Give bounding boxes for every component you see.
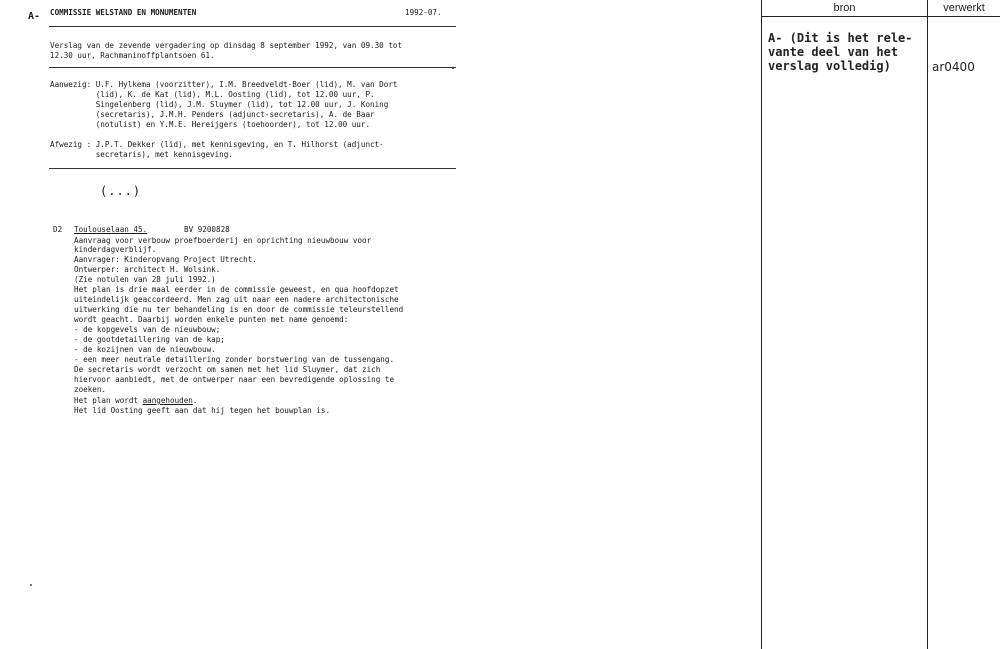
column-header-divider [761,16,1000,17]
item-body-line: Ontwerper: architect H. Wolsink. [74,265,221,274]
item-body-line: - een meer neutrale detaillering zonder borstwering van de tussengang. [74,355,395,364]
item-body-line: wordt geacht. Daarbij worden enkele punten met name genoemd: [74,315,349,324]
item-decision-line [74,396,197,406]
item-body-line: - de gootdetaillering van de kap; [74,335,225,344]
decision-prefix: Het plan wordt [74,396,143,405]
omission-ellipsis: (...) [100,184,142,198]
verwerkt-value: ar0400 [932,60,975,74]
decision-word: aangehouden [142,396,193,405]
present-line: (secretaris), J.M.H. Penders (adjunct-secretaris), A. de Baar [50,110,375,119]
item-body-line: Aanvrager: Kinderopvang Project Utrecht. [74,255,257,264]
absent-line: secretaris), met kennisgeving. [50,150,233,159]
column-border-left [761,0,762,649]
item-code: D2 [53,225,63,234]
item-reference: BV 9200828 [184,225,230,234]
intro-line: 12.30 uur, Rachmaninoffplantsoen 61. [50,51,215,60]
bron-note-line: vante deel van het [768,45,899,59]
item-body-line: uitwerking die nu ter behandeling is en door de commissie teleurstellend [74,305,404,314]
item-last-line: Het lid Oosting geeft aan dat hij tegen het bouwplan is. [74,406,331,415]
column-header-bron: bron [833,2,856,14]
item-body-line: Het plan is drie maal eerder in de commissie geweest, en qua hoofdopzet [74,285,399,294]
intro-divider [49,67,456,68]
header-date: 1992-07. [405,8,442,17]
bron-note-line: verslag volledig) [768,59,891,73]
present-line: (lid), K. de Kat (lid), M.L. Oosting (lid), tot 12.00 uur, P. [50,90,375,99]
decision-suffix: . [192,396,198,405]
present-line: Aanwezig: U.F. Hylkema (voorzitter), I.M. Breedveldt-Boer (lid), M. van Dort [50,80,398,89]
item-body-line: - de kozijnen van de nieuwbouw. [74,345,216,354]
bron-note-line: A- (Dit is het rele- [768,31,913,45]
header-title: COMMISSIE WELSTAND EN MONUMENTEN [50,8,197,17]
absent-divider [49,168,456,169]
item-body-line: (Zie notulen van 28 juli 1992.) [74,275,216,284]
absent-line: Afwezig : J.P.T. Dekker (lid), met kennisgeving, en T. Hilhorst (adjunct- [50,140,384,149]
item-address: Toulouselaan 45. [74,225,148,234]
header-divider [49,26,456,27]
item-body-line: hiervoor aanbiedt, met de ontwerper naar een bevredigende oplossing te [74,375,395,384]
item-body-line: De secretaris wordt verzocht om samen met het lid Sluymer, dat zich [74,365,381,374]
item-body-line: Aanvraag voor verbouw proefboerderij en oprichting nieuwbouw voor [74,236,372,245]
intro-line: Verslag van de zevende vergadering op dinsdag 8 september 1992, van 09.30 tot [50,41,403,50]
item-body-line: zoeken. [74,385,107,394]
present-line: (notulist) en Y.M.E. Hereijgers (toehoorder), tot 12.00 uur. [50,120,371,129]
item-body-line: kinderdagverblijf. [74,245,157,254]
scan-speck [452,68,454,69]
item-body-line: uiteindelijk geaccordeerd. Men zag uit naar een nadere architectonische [74,295,399,304]
present-line: Singelenberg (lid), J.M. Sluymer (lid), tot 12.00 uur, J. Koning [50,100,389,109]
scan-speck [30,584,32,586]
item-body-line: - de kopgevels van de nieuwbouw; [74,325,221,334]
column-border-middle [927,0,928,649]
column-header-verwerkt: verwerkt [943,2,985,14]
letter-mark: A- [28,11,41,22]
